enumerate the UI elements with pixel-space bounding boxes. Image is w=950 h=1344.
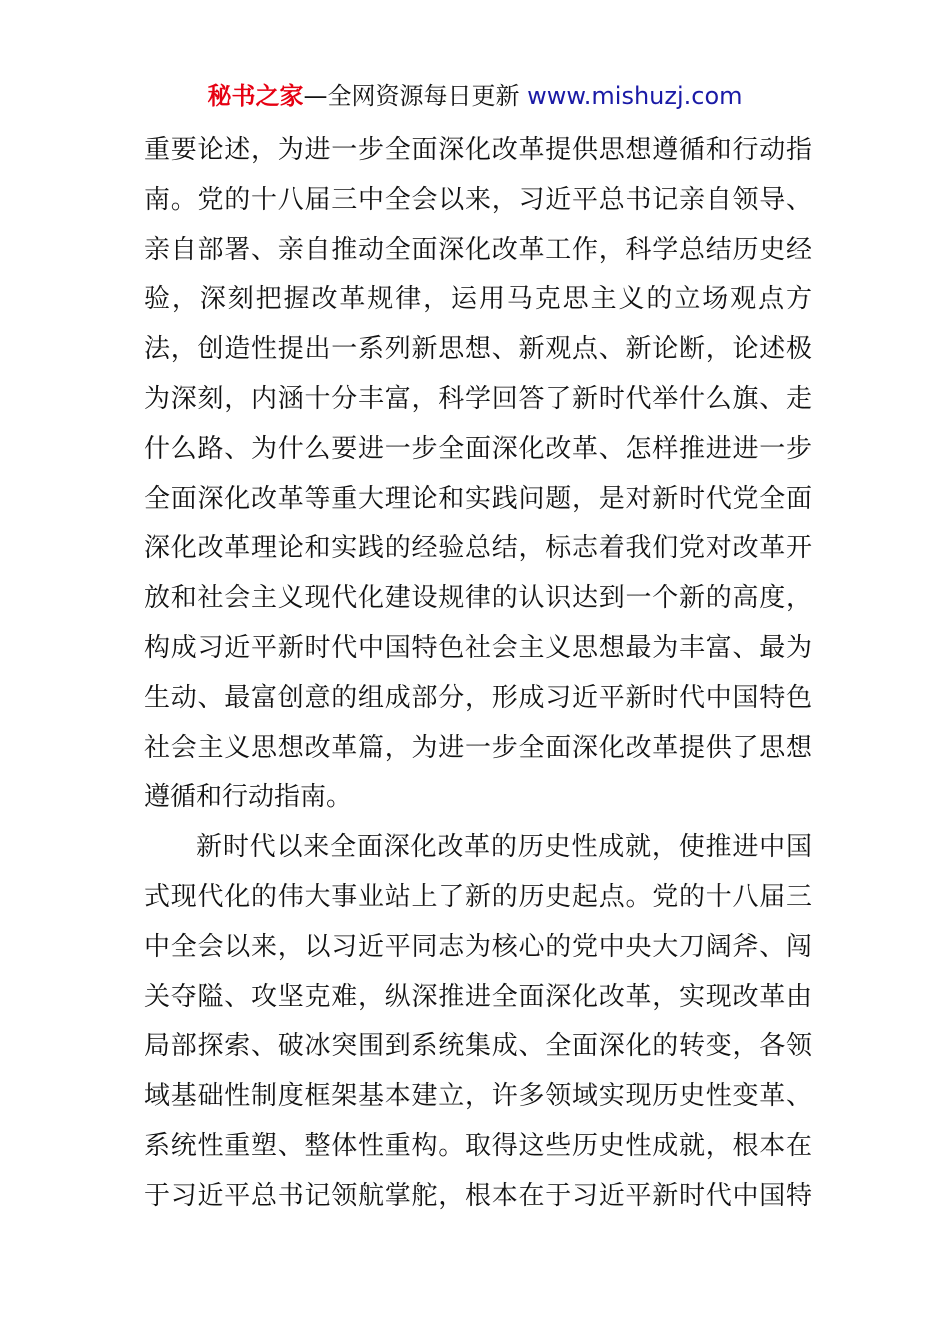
text-line: 放和社会主义现代化建设规律的认识达到一个新的高度，	[144, 583, 812, 614]
site-url[interactable]: www.mishuzj.com	[527, 82, 743, 110]
text-line: 关夺隘、攻坚克难，纵深推进全面深化改革，实现改革由	[144, 981, 812, 1012]
site-brand: 秘书之家	[207, 82, 304, 110]
site-tagline: —全网资源每日更新	[303, 82, 528, 110]
text-line: 遵循和行动指南。	[144, 782, 353, 813]
text-line: 社会主义思想改革篇，为进一步全面深化改革提供了思想	[144, 732, 812, 763]
document-body	[144, 126, 812, 1222]
text-line: 中全会以来，以习近平同志为核心的党中央大刀阔斧、闯	[144, 931, 812, 962]
site-header	[0, 80, 950, 112]
text-line: 为深刻，内涵十分丰富，科学回答了新时代举什么旗、走	[144, 383, 812, 414]
text-line: 生动、最富创意的组成部分，形成习近平新时代中国特色	[144, 682, 812, 713]
text-line: 局部探索、破冰突围到系统集成、全面深化的转变，各领	[144, 1031, 812, 1062]
text-line: 亲自部署、亲自推动全面深化改革工作，科学总结历史经	[144, 234, 812, 265]
text-line: 验，深刻把握改革规律，运用马克思主义的立场观点方	[144, 284, 812, 315]
text-line: 域基础性制度框架基本建立，许多领域实现历史性变革、	[144, 1081, 812, 1112]
text-line: 式现代化的伟大事业站上了新的历史起点。党的十八届三	[144, 881, 812, 912]
text-line: 法，创造性提出一系列新思想、新观点、新论断，论述极	[144, 334, 812, 365]
text-line: 深化改革理论和实践的经验总结，标志着我们党对改革开	[144, 533, 812, 564]
text-line: 什么路、为什么要进一步全面深化改革、怎样推进进一步	[144, 433, 812, 464]
text-line: 系统性重塑、整体性重构。取得这些历史性成就，根本在	[144, 1130, 812, 1161]
text-line: 新时代以来全面深化改革的历史性成就，使推进中国	[196, 832, 812, 863]
text-line: 构成习近平新时代中国特色社会主义思想最为丰富、最为	[144, 632, 812, 663]
text-line: 重要论述，为进一步全面深化改革提供思想遵循和行动指	[144, 135, 812, 165]
text-line: 全面深化改革等重大理论和实践问题，是对新时代党全面	[144, 483, 812, 514]
text-line: 南。党的十八届三中全会以来，习近平总书记亲自领导、	[144, 184, 812, 215]
text-line: 于习近平总书记领航掌舵，根本在于习近平新时代中国特	[144, 1180, 812, 1211]
